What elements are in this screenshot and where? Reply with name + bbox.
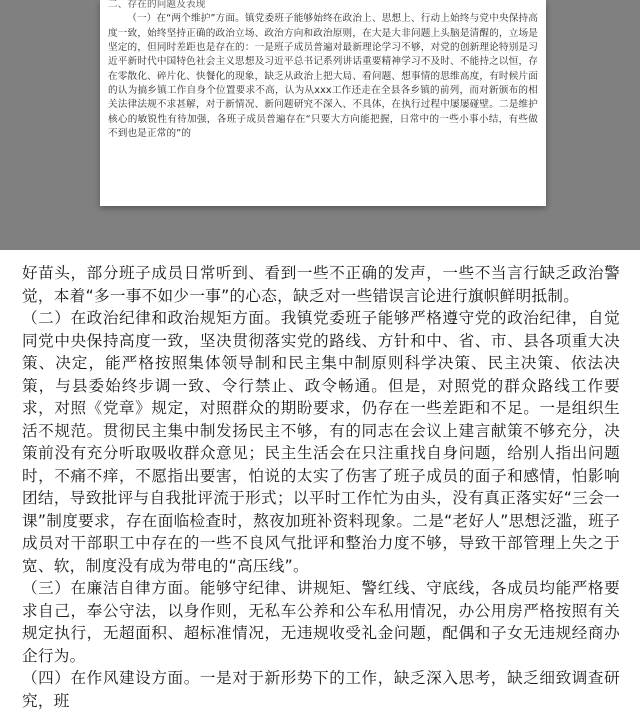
document-thumbnail-image xyxy=(100,0,546,206)
image-background xyxy=(0,0,640,250)
article-body xyxy=(22,262,620,712)
paragraph-work-style: （四）在作风建设方面。一是对于新形势下的工作，缺乏深入思考，缺乏细致调查研究，班 xyxy=(22,669,620,710)
paragraph-continuation: 好苗头，部分班子成员日常听到、看到一些不正确的发声，一些不当言行缺乏政治警觉，本着“多一事不如少一事”的心态，缺乏对一些错误言论进行旗帜鲜明抵制。 xyxy=(22,264,620,305)
paragraph-integrity: （三）在廉洁自律方面。能够守纪律、讲规矩、警红线、守底线，各成员均能严格要求自己，奉公守法，以身作则，无私车公养和公车私用情况，办公用房严格按照有关规定执行，无超面积、超标准情况，无违规收受礼金问题，配偶和子女无违规经商办企行为。 xyxy=(22,579,620,665)
thumbnail-text xyxy=(108,0,538,141)
thumbnail-heading: 二、存在的问题及表现 xyxy=(108,0,206,10)
thumbnail-paragraph: （一）在“两个维护”方面。镇党委班子能够始终在政治上、思想上、行动上始终与党中央保持高度一致，始终坚持正确的政治立场、政治方向和政治原则，在大是大非问题上头脑是清醒的，立场是坚定的，但同时差距也是存在的：一是班子成员普遍对最新理论学习不够，对党的创新理论特别是习近平新时代中国特色社会主义思想及习近平总书记系列讲话重要精神学习不及时、不能持之以恒，存在零散化、碎片化、快餐化的现象，缺乏从政治上把大局、看问题、想事情的思维高度，有时候片面的认为搞乡镇工作自身个位置要求不高，认为从xxx工作还走在全县各乡镇的前列，而对新颁布的相关法律法规不求甚解，对于新情况、新问题研究不深入、不具体，在执行过程中屡屡碰壁。二是维护核心的敏锐性有待加强，各班子成员普遍存在“只要大方向能把握，日常中的一些小事小结，有些做不到也是正常的”的 xyxy=(108,13,538,140)
paragraph-political-discipline: （二）在政治纪律和政治规矩方面。我镇党委班子能够严格遵守党的政治纪律，自觉同党中央保持高度一致，坚决贯彻落实党的路线、方针和中、省、市、县各项重大决策、决定，能严格按照集体领导制和民主集中制原则科学决策、民主决策、依法决策，与县委始终步调一致、令行禁止、政令畅通。但是，对照党的群众路线工作要求，对照《党章》规定，对照群众的期盼要求，仍存在一些差距和不足。一是组织生活不规范。贯彻民主集中制发扬民主不够，有的同志在会议上建言献策不够充分，决策前没有充分听取吸收群众意见；民主生活会在只注重找自身问题，给别人指出问题时，不痛不痒，不愿指出要害，怕说的太实了伤害了班子成员的面子和感情，怕影响团结，导致批评与自我批评流于形式；以平时工作忙为由头，没有真正落实好“三会一课”制度要求，存在面临检查时，熬夜加班补资料现象。二是“老好人”思想泛滥，班子成员对干部职工中存在的一些不良风气批评和整治力度不够，导致干部管理上失之于宽、软，制度没有成为带电的“高压线”。 xyxy=(22,309,620,575)
